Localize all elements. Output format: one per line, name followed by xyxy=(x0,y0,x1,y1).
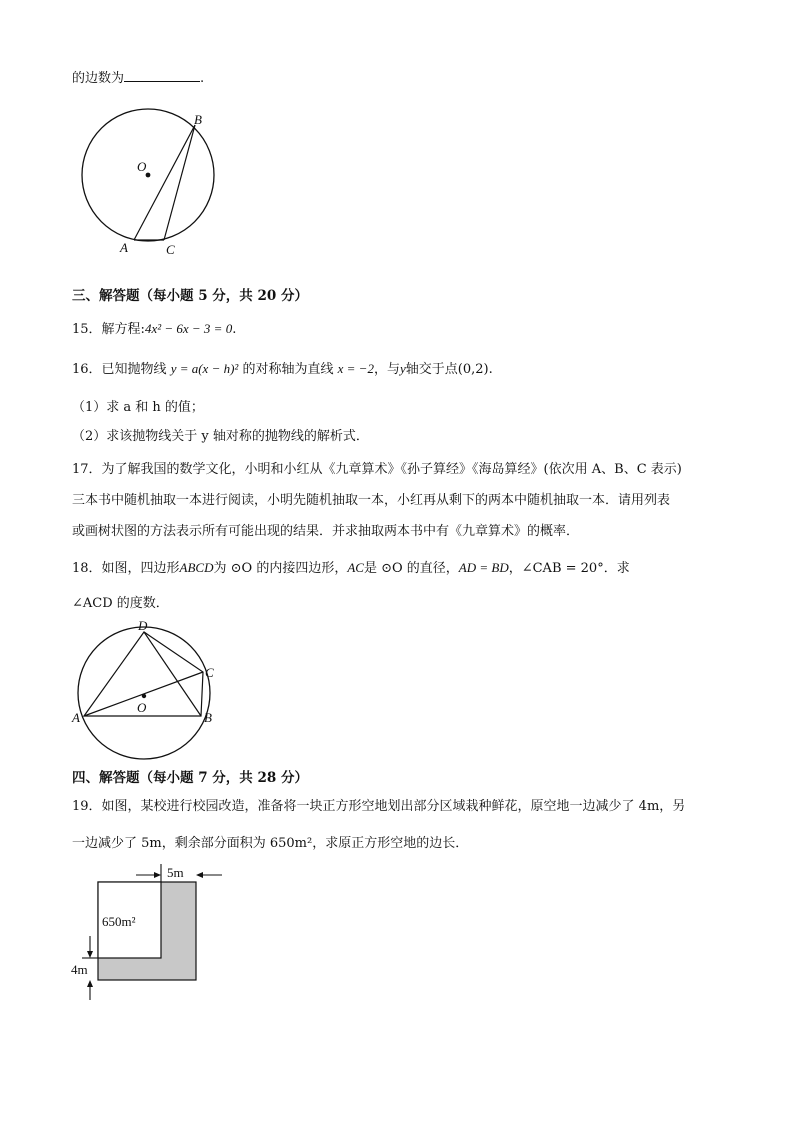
q18-arcs: AD = BD xyxy=(458,560,509,575)
fig19-arrowhead-down xyxy=(87,951,93,958)
fig18-segment-db xyxy=(144,632,201,716)
fig18-label-b: B xyxy=(204,710,212,725)
section-3-heading: 三、解答题（每小题 5 分，共 20 分） xyxy=(72,288,308,304)
q18-text-b: 为 ⊙O 的内接四边形， xyxy=(213,561,348,576)
q17-line3: 或画树状图的方法表示所有可能出现的结果．并求抽取两本书中有《九章算术》的概率． xyxy=(72,524,580,539)
q15-equation: 4x² − 6x − 3 = 0 xyxy=(144,321,233,336)
q16-end: . xyxy=(488,362,493,377)
fig14-label-o: O xyxy=(137,159,147,174)
q16-mid: 的对称轴为直线 xyxy=(242,362,334,377)
q15-end: . xyxy=(232,322,237,337)
q19-line1: 19．如图，某校进行校园改造，准备将一块正方形空地划出部分区域栽种鲜花，原空地一边减少了 4m，另 xyxy=(72,799,686,814)
figure-19-square xyxy=(70,862,240,1012)
fig14-segment-ab xyxy=(134,125,195,240)
q19-line2: 一边减少了 5m，剩余部分面积为 650m²，求原正方形空地的边长． xyxy=(72,836,469,851)
fig19-arrowhead-left xyxy=(196,872,203,878)
q17-line1: 17．为了解我国的数学文化，小明和小红从《九章算术》《孙子算经》《海岛算经》(依次用 A、B、C 表示) xyxy=(72,462,682,477)
q18-text-a: 18．如图，四边形 xyxy=(72,561,180,576)
fig18-circle xyxy=(78,627,210,759)
figure-18-circle xyxy=(70,615,230,765)
q18-ac: AC xyxy=(347,560,364,575)
figure-14-circle xyxy=(70,105,230,265)
fig19-left-dim: 4m xyxy=(71,962,88,977)
q18-line2: ∠ACD 的度数． xyxy=(72,596,169,611)
q18-text-c: 是 ⊙O 的直径， xyxy=(363,561,459,576)
fig19-area-label: 650m² xyxy=(102,914,136,929)
fig19-arrowhead-right xyxy=(154,872,161,878)
q18-quad: ABCD xyxy=(179,560,214,575)
fig18-label-a: A xyxy=(72,710,80,725)
fig18-label-c: C xyxy=(205,665,214,680)
q16-prefix: 16．已知抛物线 xyxy=(72,362,167,377)
q14-period: . xyxy=(200,71,205,86)
q15 xyxy=(72,318,236,337)
q16-point: (0,2) xyxy=(457,362,489,377)
fig14-label-c: C xyxy=(166,242,175,257)
fig19-top-dim: 5m xyxy=(167,865,184,880)
q16-mid2: ，与 xyxy=(373,362,400,377)
q16-axis: x = −2 xyxy=(337,361,374,376)
q18-text-d: ，∠CAB = 20°．求 xyxy=(508,561,630,576)
fig18-label-o: O xyxy=(137,700,147,715)
fig18-label-d: D xyxy=(138,618,148,633)
q14-tail xyxy=(72,67,204,86)
q16-yvar: y xyxy=(399,361,406,376)
q17-line2: 三本书中随机抽取一本进行阅读，小明先随机抽取一本，小红再从剩下的两本中随机抽取一本．请用列表 xyxy=(72,493,671,508)
fig14-label-b: B xyxy=(194,112,202,127)
section-4-heading: 四、解答题（每小题 7 分，共 28 分） xyxy=(72,770,308,786)
fig19-arrowhead-up xyxy=(87,980,93,987)
fig14-label-a: A xyxy=(120,240,128,255)
q16-part2: （2）求该抛物线关于 y 轴对称的抛物线的解析式． xyxy=(72,429,369,444)
q14-tail-text: 的边数为 xyxy=(72,71,125,86)
fig14-segment-cb xyxy=(164,125,195,240)
answer-blank xyxy=(124,69,200,82)
q16-formula: y = a(x − h)² xyxy=(170,361,239,376)
q16-stem xyxy=(72,358,493,377)
q16-mid3: 轴交于点 xyxy=(405,362,458,377)
q18-line1 xyxy=(72,557,630,576)
q15-prefix: 15．解方程: xyxy=(72,322,145,337)
q16-part1: （1）求 a 和 h 的值； xyxy=(72,400,204,415)
